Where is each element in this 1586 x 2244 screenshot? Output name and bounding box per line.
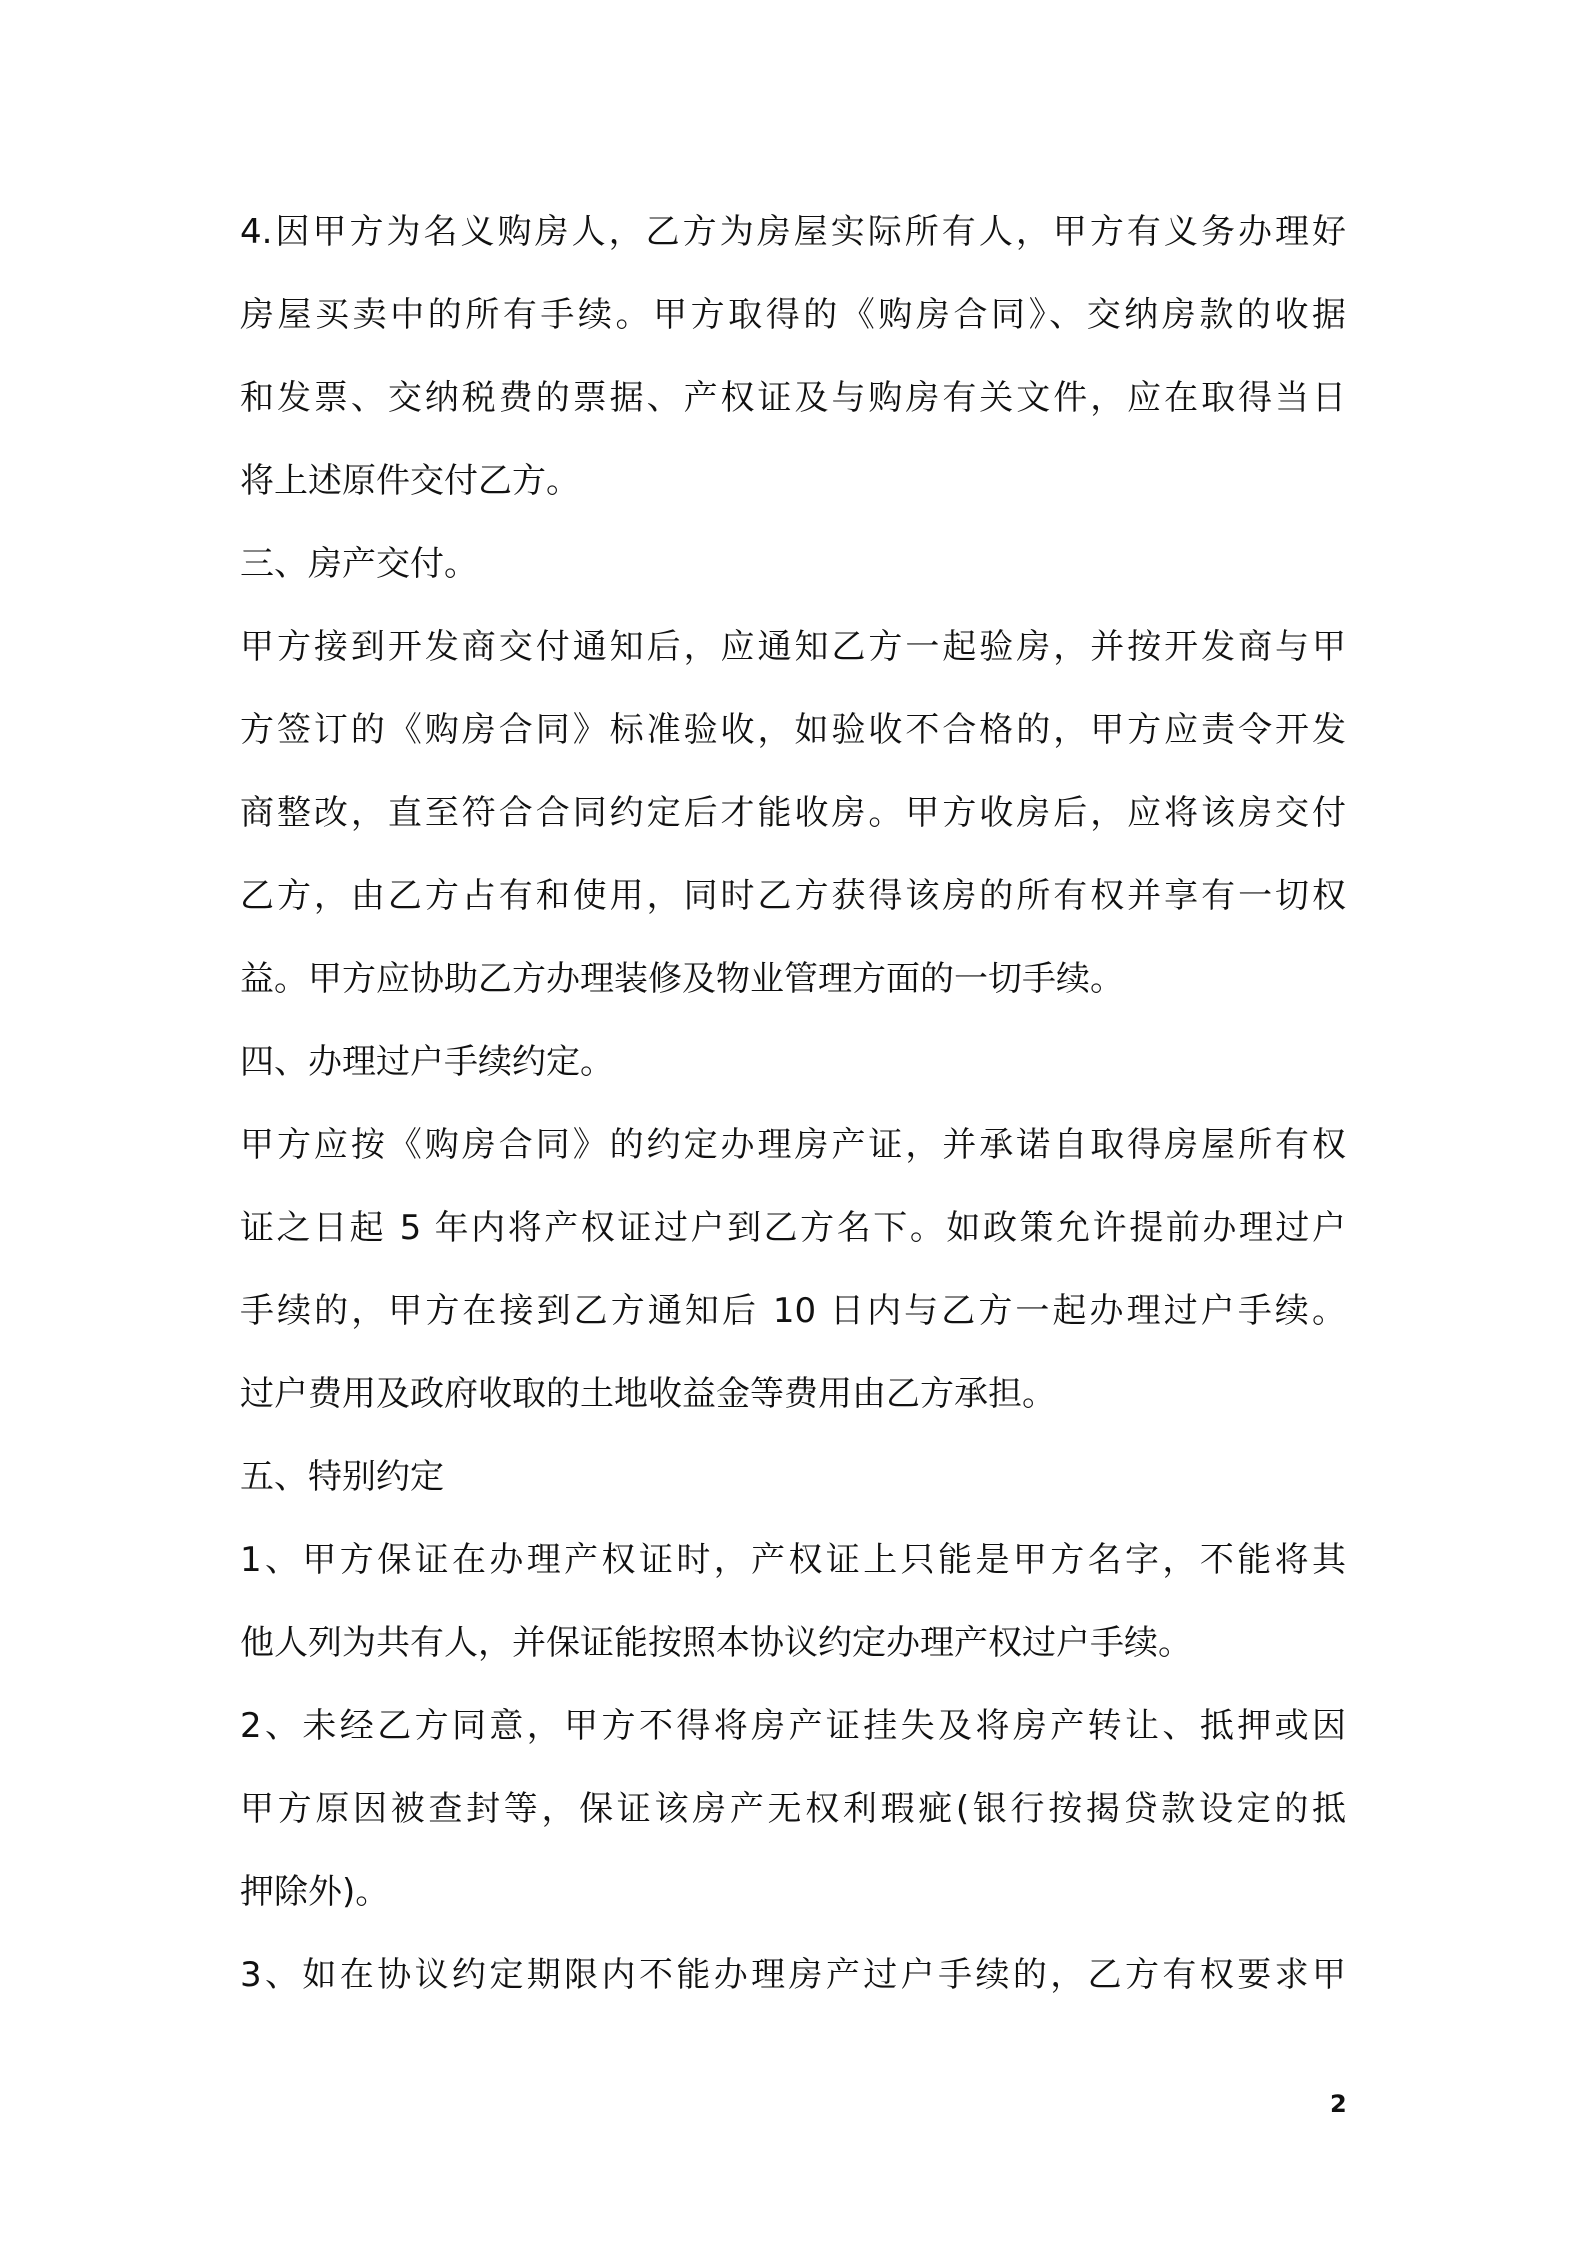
text-line: 1、甲方保证在办理产权证时，产权证上只能是甲方名字，不能将其 (240, 1540, 1346, 1580)
page-number: 2 (1330, 2090, 1347, 2118)
text-line: 甲方接到开发商交付通知后，应通知乙方一起验房，并按开发商与甲 (240, 627, 1346, 667)
text-line: 4.因甲方为名义购房人，乙方为房屋实际所有人，甲方有义务办理好 (240, 212, 1346, 252)
text-line: 过户费用及政府收取的土地收益金等费用由乙方承担。 (240, 1374, 1056, 1414)
text-line: 2、未经乙方同意，甲方不得将房产证挂失及将房产转让、抵押或因 (240, 1706, 1346, 1746)
text-line: 方签订的《购房合同》标准验收，如验收不合格的，甲方应责令开发 (240, 710, 1346, 750)
section-heading: 五、特别约定 (240, 1457, 444, 1497)
text-line: 3、如在协议约定期限内不能办理房产过户手续的，乙方有权要求甲 (240, 1955, 1346, 1995)
section-heading: 三、房产交付。 (240, 544, 478, 584)
text-line: 益。甲方应协助乙方办理装修及物业管理方面的一切手续。 (240, 959, 1124, 999)
text-line: 房屋买卖中的所有手续。甲方取得的《购房合同》、交纳房款的收据 (240, 295, 1346, 335)
text-line: 甲方原因被查封等，保证该房产无权利瑕疵(银行按揭贷款设定的抵 (240, 1789, 1346, 1829)
section-heading: 四、办理过户手续约定。 (240, 1042, 614, 1082)
text-line: 将上述原件交付乙方。 (240, 461, 580, 501)
text-line: 乙方，由乙方占有和使用，同时乙方获得该房的所有权并享有一切权 (240, 876, 1346, 916)
text-line: 押除外)。 (240, 1872, 390, 1912)
text-line: 证之日起 5 年内将产权证过户到乙方名下。如政策允许提前办理过户 (240, 1208, 1346, 1248)
text-line: 甲方应按《购房合同》的约定办理房产证，并承诺自取得房屋所有权 (240, 1125, 1346, 1165)
text-line: 手续的，甲方在接到乙方通知后 10 日内与乙方一起办理过户手续。 (240, 1291, 1346, 1331)
text-line: 商整改，直至符合合同约定后才能收房。甲方收房后，应将该房交付 (240, 793, 1346, 833)
text-line: 他人列为共有人，并保证能按照本协议约定办理产权过户手续。 (240, 1623, 1192, 1663)
text-line: 和发票、交纳税费的票据、产权证及与购房有关文件，应在取得当日 (240, 378, 1346, 418)
